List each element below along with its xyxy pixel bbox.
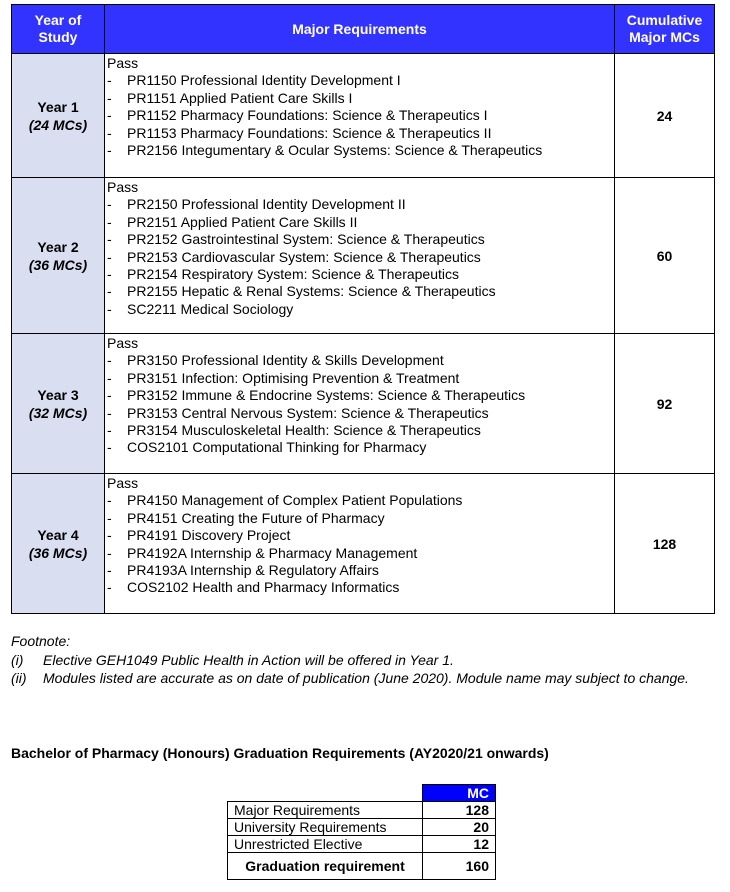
graduation-row-value: 128 (423, 802, 496, 819)
module-item: - PR1150 Professional Identity Development I (105, 72, 614, 89)
module-item: - PR2156 Integumentary & Ocular Systems: Science & Therapeutics (105, 142, 614, 159)
year-cell (12, 54, 105, 178)
header-major-requirements: Major Requirements (105, 5, 615, 54)
footnote-item (11, 651, 711, 670)
year-cell (12, 334, 105, 474)
graduation-requirements-table (227, 784, 496, 880)
module-item: - PR2154 Respiratory System: Science & Therapeutics (105, 266, 614, 283)
year-row (12, 334, 715, 474)
year-row (12, 474, 715, 614)
graduation-row (228, 836, 496, 853)
year-mcs: (24 MCs) (28, 116, 88, 133)
graduation-header-row (228, 785, 496, 802)
module-item: - PR2152 Gastrointestinal System: Science & Therapeutics (105, 231, 614, 248)
module-item: - PR4151 Creating the Future of Pharmacy (105, 510, 614, 527)
footnote-title: Footnote: (11, 633, 71, 649)
year-cell (12, 474, 105, 614)
cumulative-mcs-cell: 24 (615, 54, 715, 178)
year-label: Year 4 (37, 526, 79, 543)
module-item: - COS2101 Computational Thinking for Pharmacy (105, 439, 614, 456)
module-item: - PR3150 Professional Identity & Skills Development (105, 352, 614, 369)
cumulative-mcs-cell: 128 (615, 474, 715, 614)
table-header-row (12, 5, 715, 54)
module-item: - PR1151 Applied Patient Care Skills I (105, 90, 614, 107)
module-item: - PR4193A Internship & Regulatory Affairs (105, 562, 614, 579)
module-item: - PR3154 Musculoskeletal Health: Science & Therapeutics (105, 422, 614, 439)
graduation-total-label: Graduation requirement (228, 853, 423, 880)
year-row (12, 178, 715, 334)
footnote-item (11, 669, 711, 688)
module-item: - PR1152 Pharmacy Foundations: Science & Therapeutics I (105, 107, 614, 124)
module-item: - PR3152 Immune & Endocrine Systems: Science & Therapeutics (105, 387, 614, 404)
module-item: - PR2151 Applied Patient Care Skills II (105, 214, 614, 231)
header-year-of-study: Year of Study (12, 5, 105, 54)
graduation-row (228, 802, 496, 819)
pass-label: Pass (107, 335, 139, 351)
module-item: - PR4150 Management of Complex Patient Populations (105, 492, 614, 509)
year-cell (12, 178, 105, 334)
module-item: - PR4191 Discovery Project (105, 527, 614, 544)
year-mcs: (32 MCs) (28, 404, 88, 421)
module-item: - PR2155 Hepatic & Renal Systems: Science & Therapeutics (105, 283, 614, 300)
graduation-row-value: 20 (423, 819, 496, 836)
module-item: - PR3151 Infection: Optimising Prevention & Treatment (105, 370, 614, 387)
year-label: Year 1 (37, 98, 79, 115)
year-mcs: (36 MCs) (28, 256, 88, 273)
graduation-row-label: University Requirements (228, 819, 423, 836)
module-item: - PR2153 Cardiovascular System: Science & Therapeutics (105, 249, 614, 266)
graduation-total-row (228, 853, 496, 880)
pass-label: Pass (107, 55, 139, 71)
footnote-text: Modules listed are accurate as on date of publication (June 2020). Module name may subject to change. (43, 670, 689, 686)
graduation-row-value: 12 (423, 836, 496, 853)
graduation-row-label: Major Requirements (228, 802, 423, 819)
module-item: - COS2102 Health and Pharmacy Informatics (105, 579, 614, 596)
module-list (105, 492, 614, 596)
cumulative-mcs-cell: 60 (615, 178, 715, 334)
module-item: - SC2211 Medical Sociology (105, 301, 614, 318)
modules-cell (105, 334, 615, 474)
year-row (12, 54, 715, 178)
major-requirements-table (11, 4, 715, 614)
footnote (11, 632, 711, 688)
year-label: Year 2 (37, 238, 79, 255)
pass-label: Pass (107, 475, 139, 491)
footnote-number: (i) (11, 651, 24, 668)
modules-cell (105, 178, 615, 334)
modules-cell (105, 474, 615, 614)
modules-cell (105, 54, 615, 178)
module-list (105, 196, 614, 318)
graduation-mc-header: MC (423, 785, 496, 802)
footnote-text: Elective GEH1049 Public Health in Action will be offered in Year 1. (43, 651, 454, 668)
module-item: - PR1153 Pharmacy Foundations: Science & Therapeutics II (105, 125, 614, 142)
graduation-row (228, 819, 496, 836)
module-list (105, 352, 614, 456)
pass-label: Pass (107, 179, 139, 195)
module-list (105, 72, 614, 159)
graduation-total-value: 160 (423, 853, 496, 880)
footnote-number: (ii) (11, 670, 27, 686)
module-item: - PR3153 Central Nervous System: Science & Therapeutics (105, 405, 614, 422)
cumulative-mcs-cell: 92 (615, 334, 715, 474)
module-item: - PR4192A Internship & Pharmacy Management (105, 545, 614, 562)
graduation-header-blank (228, 785, 423, 802)
year-mcs: (36 MCs) (28, 544, 88, 561)
header-cumulative-major-mcs: Cumulative Major MCs (615, 5, 715, 54)
year-label: Year 3 (37, 386, 79, 403)
module-item: - PR2150 Professional Identity Development II (105, 196, 614, 213)
graduation-requirements-title: Bachelor of Pharmacy (Honours) Graduation Requirements (AY2020/21 onwards) (11, 745, 549, 761)
graduation-row-label: Unrestricted Elective (228, 836, 423, 853)
